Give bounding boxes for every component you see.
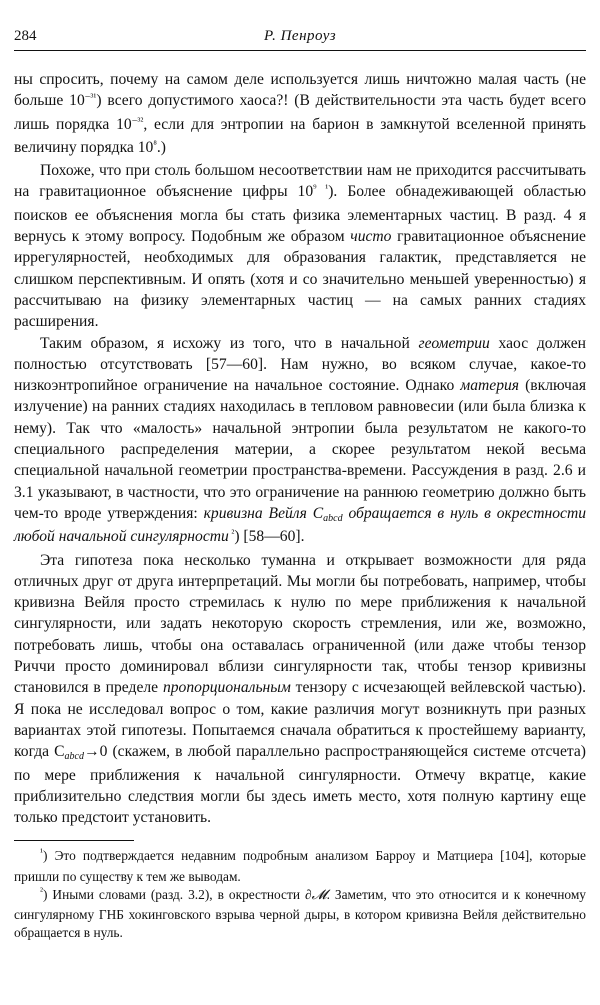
paragraph [14,160,586,332]
text-run: Похоже, что при столь большом несоответствии нам не приходится рассчитывать на гравитационное объяснение цифры 10 [14,162,586,201]
superscript: ¹ [40,847,43,859]
text-run: . Заметим, что это относится и к конечному сингулярному ГНБ хокинговского взрыва черной дыры, в котором кривизна Вейля действительно обращается в нуль. [14,886,586,941]
text-run: .) [156,138,166,156]
footnotes [14,847,586,942]
superscript: ² [40,885,43,897]
header-rule [14,50,586,51]
text-run: , если для энтропии на барион в замкнутой вселенной принять величину порядка 10 [14,115,586,156]
italic-text: геометрии [418,334,490,352]
footnote-rule [14,840,134,841]
book-page [14,28,586,942]
paragraph [14,550,586,829]
text-run: ) [58—60]. [234,528,305,546]
footnote [14,847,586,885]
running-head: Р. Пенроуз [263,28,337,44]
superscript: ⁸ [153,138,157,150]
superscript: −³² [131,115,144,127]
superscript: ² [228,528,235,540]
italic-text: кривизна Вейля C [203,504,324,522]
superscript: −³¹ [84,92,97,104]
italic-text: обращается в нуль в окрестности любой начальной сингулярности [14,504,587,546]
text-run: ны спросить, почему на самом деле используется лишь ничтожно малая часть (не больше 10 [14,71,586,110]
text-run: ) Иными словами (разд. 3.2), в окрестности ∂ [43,886,312,902]
italic-text: материя [460,377,520,395]
text-run: (включая излучение) на ранних стадиях находилась в тепловом равновесии (или была близка к нему). Так что «малость» начальной энтропии была результатом не какого-то специального распределения материи, а скорее результатом некой весьма специальной начальной геометрии пространства-времени. Рассуждения в разд. 2.6 и 3.1 указывают, в частности, что это ограничение на раннюю геометрию должно быть чем-то вроде утверждения: [14,377,586,522]
page-header [14,28,586,50]
paragraph [14,69,586,160]
text-run: тензору с исчезающей вейлевской частью). Я пока не исследовал вопрос о том, какие различия могут возникнуть при разных вариантах этой гипотезы. Попытаемся сначала обратиться к простейшему варианту, когда C [14,679,587,761]
italic-text: пропорциональным [162,679,291,697]
italic-text: чисто [350,228,392,246]
body-text [14,69,586,828]
text-run: гравитационное объяснение иррегулярностей, необходимых для образования галактик, представляется не слишком перспективным. И опять (хотя и со значительно меньшей уверенностью) я рассчитываю на физику элементарных частиц — на самых ранних стадиях расширения. [14,228,586,331]
text-run: ) всего допустимого хаоса?! (В действительности эта часть будет всего лишь порядка 10 [14,92,586,133]
subscript: abcd [323,512,343,524]
italic-text: 𝓜 [311,886,327,902]
superscript: ⁹ ¹ [313,183,329,195]
paragraph [14,333,586,550]
text-run: Таким образом, я исхожу из того, что в начальной [40,334,419,352]
subscript: abcd [64,751,84,763]
text-run: ). Более обнадеживающей областью поисков ее объяснения могла бы стать физика элементарных частиц. В разд. 4 я вернусь к этому вопросу. Подобным же образом [14,183,587,246]
text-run: хаос должен полностью отсутствовать [57—60]. Нам нужно, во всяком случае, какое-то низкоэнтропийное ограничение на начальное состояние. Однако [14,334,587,395]
page-number: 284 [14,28,37,44]
text-run: →0 (скажем, в любой параллельно распространяющейся системе отсчета) по мере приближения к начальной сингулярности. Отмечу вкратце, какие приблизительно следствия могли бы здесь иметь место, хотя полную картину еще только предстоит установить. [14,743,586,827]
text-run: Эта гипотеза пока несколько туманна и открывает возможности для ряда отличных друг от друга интерпретаций. Мы могли бы потребовать, например, чтобы кривизна Вейля просто стремилась к нулю по мере приближения к начальной сингулярности, или задать некоторую скорость стремления, или же, возможно, потребовать лишь, чтобы она оставалась ограниченной (или даже чтобы тензор Риччи просто доминировал вблизи сингулярности так, чтобы тензор кривизны становился в пределе [14,551,586,697]
text-run: ) Это подтверждается недавним подробным анализом Барроу и Матциера [104], которые пришли по существу к тем же выводам. [14,848,586,884]
footnote [14,886,586,943]
